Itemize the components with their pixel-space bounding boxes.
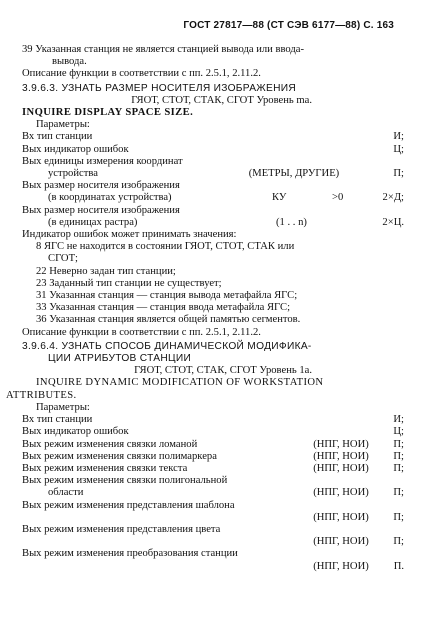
error-39-line1: 39 Указанная станция не является станцией вывода или ввода- [22,44,305,55]
error-item: 36 Указанная станция является общей памятью сегментов. [36,314,301,326]
params-label: Параметры: [36,401,90,413]
param-row: Вых режим изменения связки полигональной [22,475,228,487]
param-row: Вых единицы измерения координат [22,155,183,167]
params-label: Параметры: [36,119,90,131]
param-row: (НПГ, НОИ) П; [313,536,404,548]
errors-intro: Индикатор ошибок может принимать значения: [22,229,237,241]
param-row: Вх тип станции И; [22,131,404,143]
param-row: Вых режим изменения связки текста (НПГ, НОИ) П; [22,462,404,474]
param-row: Вых индикатор ошибок Ц; [22,143,404,155]
param-row: (в единицах растра) (1 . . n) 2×Ц. [48,216,404,228]
section-3963-level: ГЯОТ, СТОТ, СТАК, СГОТ Уровень ma. [131,94,312,106]
error-item: СГОТ; [48,253,78,265]
error-item: 22 Неверно задан тип станции; [36,265,176,277]
param-row: Вых режим изменения связки ломаной (НПГ, НОИ) П; [22,438,404,450]
param-row: (НПГ, НОИ) П; [313,511,404,523]
section-3964-level: ГЯОТ, СТОТ, СТАК, СГОТ Уровень 1а. [134,365,312,377]
error-item: 33 Указанная станция — станция ввода метафайла ЯГС; [36,302,291,314]
page-header: ГОСТ 27817—88 (СТ СЭВ 6177—88) С. 163 [183,20,394,31]
param-row: Вых размер носителя изображения [22,204,180,216]
error-item: 31 Указанная станция — станция вывода метафайла ЯГС; [36,290,298,302]
error-item: 8 ЯГС не находится в состоянии ГЯОТ, СТОТ, СТАК или [36,241,295,253]
param-row: Вых режим изменения представления шаблона [22,499,235,511]
section-3964-english-title: INQUIRE DYNAMIC MODIFICATION OF WORKSTATION [36,377,324,389]
section-3963-english-title: INQUIRE DISPLAY SPACE SIZE. [22,107,194,119]
section-3964-english-title-cont: ATTRIBUTES. [6,389,77,401]
param-row: Вых режим изменения преобразования станции [22,548,238,560]
param-row: (в координатах устройства) КУ >0 2×Д; [48,192,404,204]
function-description: Описание функции в соответствии с пп. 2.5.1, 2.11.2. [22,68,261,80]
param-row: области (НПГ, НОИ) П; [48,487,404,499]
section-3963-title: 3.9.6.3. УЗНАТЬ РАЗМЕР НОСИТЕЛЯ ИЗОБРАЖЕНИЯ [22,82,297,94]
param-row: (НПГ, НОИ) П. [313,560,404,572]
param-row: Вых размер носителя изображения [22,180,180,192]
param-row: устройства (МЕТРЫ, ДРУГИЕ) П; [48,168,404,180]
param-row: Вых индикатор ошибок Ц; [22,426,404,438]
section-3964-title-cont: ЦИИ АТРИБУТОВ СТАНЦИИ [48,353,192,365]
param-row: Вых режим изменения связки полимаркера (НПГ, НОИ) П; [22,450,404,462]
param-row: Вых режим изменения представления цвета [22,523,221,535]
section-3964-title: 3.9.6.4. УЗНАТЬ СПОСОБ ДИНАМИЧЕСКОЙ МОДИФИКА- [22,340,312,352]
error-item: 23 Заданный тип станции не существует; [36,277,222,289]
param-row: Вх тип станции И; [22,414,404,426]
function-description: Описание функции в соответствии с пп. 2.5.1, 2.11.2. [22,326,261,338]
error-39-line2: вывода. [52,56,87,68]
page-content [6,44,404,573]
